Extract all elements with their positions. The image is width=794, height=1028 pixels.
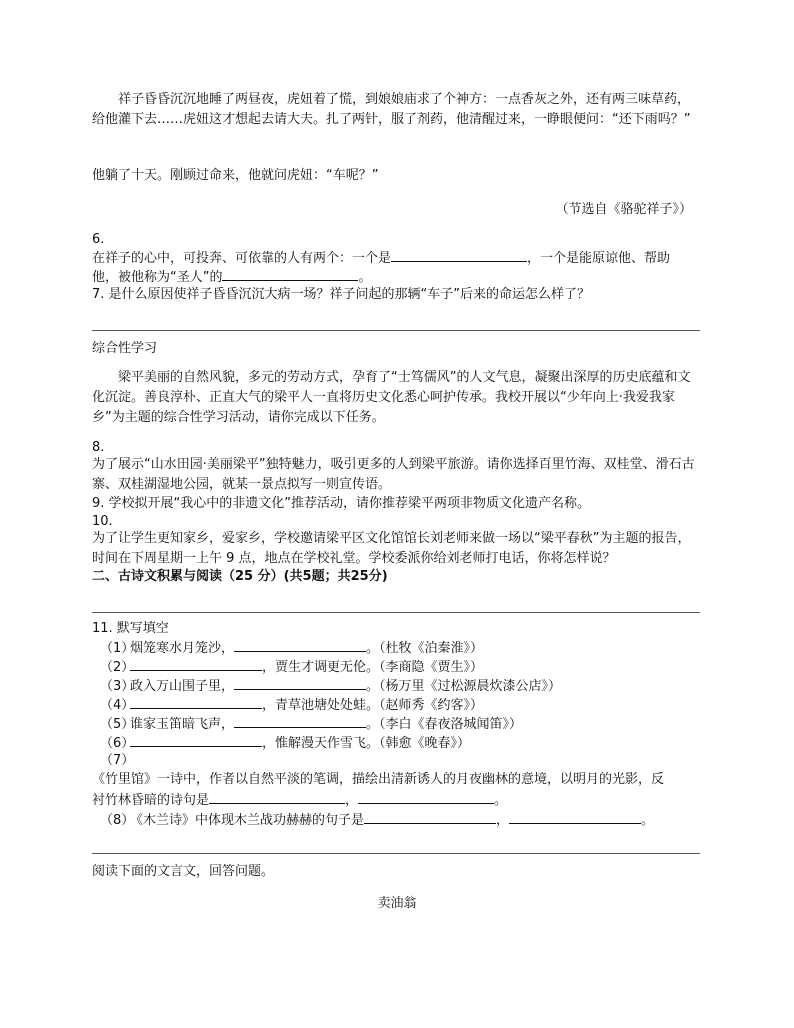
q11-item-7-blank-2[interactable] bbox=[358, 790, 494, 804]
q11-item-7-comma: ， bbox=[345, 793, 359, 808]
q11-item-8-end: 。 bbox=[641, 813, 655, 828]
q11-item-5-num: （5） bbox=[100, 717, 135, 732]
q11-item-4-blank[interactable] bbox=[130, 695, 262, 709]
q11-item-1 bbox=[100, 638, 483, 658]
q6-blank-1[interactable] bbox=[391, 248, 527, 262]
q11-item-6-blank[interactable] bbox=[130, 733, 262, 747]
q11-item-7-blank-1[interactable] bbox=[209, 790, 345, 804]
q11-item-3-blank[interactable] bbox=[234, 676, 366, 690]
q11-item-7-line-2 bbox=[92, 790, 712, 810]
q11-item-3 bbox=[100, 676, 561, 696]
q11-title: 11. 默写填空 bbox=[92, 621, 169, 636]
q11-item-4-num: （4） bbox=[100, 698, 135, 713]
q11-item-3-pre: 政入万山围子里， bbox=[130, 679, 235, 694]
section-divider-2 bbox=[92, 612, 700, 613]
q10-number: 10. bbox=[92, 514, 113, 529]
q10-text: 为了让学生更知家乡，爱家乡，学校邀请梁平区文化馆馆长刘老师来做一场以“梁平春秋”为主题的报告，时间在下周星期一上午 9 点，地点在学校礼堂。学校委派你给刘老师打电话，你将怎样说？ bbox=[92, 531, 691, 566]
q11-item-6-num: （6） bbox=[100, 736, 135, 751]
reading-title: 卖油翁 bbox=[377, 896, 417, 911]
q11-item-1-num: （1） bbox=[100, 641, 135, 656]
q11-item-8-blank-2[interactable] bbox=[509, 810, 641, 824]
q11-item-6-post: ，惟解漫天作雪飞。（韩愈《晚春》） bbox=[262, 736, 471, 751]
q6-line-2 bbox=[92, 267, 712, 287]
q8-number: 8. bbox=[92, 440, 105, 455]
q11-item-6 bbox=[100, 733, 470, 753]
q11-item-7-text: 衬竹林昏暗的诗句是 bbox=[92, 793, 210, 808]
q6-blank-2[interactable] bbox=[222, 267, 358, 281]
story-source: （节选自《骆驼祥子》） bbox=[555, 202, 692, 217]
comprehensive-intro: 梁平美丽的自然风貌，多元的劳动方式，孕育了“士笃儒风”的人文气息，凝聚出深厚的历史底蕴和文化沉淀。善良淳朴、正直大气的梁平人一直将历史文化悉心呵护传承。我校开展以“少年向上·我爱我家乡”为主题的综合性学习活动，请你完成以下任务。 bbox=[92, 370, 691, 425]
q11-item-1-blank[interactable] bbox=[234, 638, 366, 652]
q11-item-7-end: 。 bbox=[494, 793, 508, 808]
q9-text: 9. 学校拟开展“我心中的非遗文化”推荐活动，请你推荐梁平两项非物质文化遗产名称。 bbox=[92, 496, 591, 511]
q6-text-d: 。 bbox=[358, 270, 372, 285]
q7-text: 7. 是什么原因使祥子昏昏沉沉大病一场？祥子问起的那辆“车子”后来的命运怎么样了？ bbox=[92, 287, 591, 302]
q11-item-3-post: 。（杨万里《过松源晨炊漆公店》） bbox=[366, 679, 562, 694]
q11-item-4 bbox=[100, 695, 483, 715]
q11-item-1-post: 。（杜牧《泊秦淮》） bbox=[366, 641, 484, 656]
q6-text-c: 他，被他称为“圣人”的 bbox=[92, 270, 223, 285]
q11-item-2-post: ，贾生才调更无伦。（李商隐《贾生》） bbox=[262, 660, 484, 675]
q11-item-5 bbox=[100, 714, 522, 734]
q11-item-7-line-1: 《竹里馆》一诗中，作者以自然平淡的笔调，描绘出清新诱人的月夜幽林的意境，以明月的光影，反 bbox=[92, 772, 665, 787]
q11-item-5-blank[interactable] bbox=[234, 714, 366, 728]
q6-text-b: ，一个是能原谅他、帮助 bbox=[527, 251, 671, 266]
q11-item-7-number: （7） bbox=[100, 753, 135, 768]
section-divider-1 bbox=[92, 330, 700, 331]
q11-item-2 bbox=[100, 657, 483, 677]
q11-item-1-pre: 烟笼寒水月笼沙， bbox=[130, 641, 235, 656]
q11-item-2-num: （2） bbox=[100, 660, 135, 675]
story-paragraph-1: 祥子昏昏沉沉地睡了两昼夜，虎妞着了慌，到娘娘庙求了个神方：一点香灰之外，还有两三味草药，给他灌下去……虎妞这才想起去请大夫。扎了两针，服了剂药，他清醒过来，一睁眼便问：“还下雨吗？” bbox=[92, 92, 691, 127]
section-2-heading: 二、古诗文积累与阅读（25 分）(共5题；共25分) bbox=[92, 569, 388, 584]
q11-item-8-blank-1[interactable] bbox=[364, 810, 496, 824]
reading-instruction: 阅读下面的文言文，回答问题。 bbox=[92, 864, 275, 879]
q6-number: 6. bbox=[92, 232, 105, 247]
q11-item-3-num: （3） bbox=[100, 679, 135, 694]
comprehensive-heading: 综合性学习 bbox=[92, 341, 158, 356]
q6-line-1 bbox=[92, 248, 712, 268]
q8-text: 为了展示“山水田园·美丽梁平”独特魅力，吸引更多的人到梁平旅游。请你选择百里竹海、双桂堂、滑石古寨、双桂湖湿地公园，就某一景点拟写一则宣传语。 bbox=[92, 457, 695, 492]
q11-item-8-comma: ， bbox=[496, 813, 510, 828]
q11-item-5-post: 。（李白《春夜洛城闻笛》） bbox=[366, 717, 523, 732]
q6-text-a: 在祥子的心中，可投奔、可依靠的人有两个：一个是 bbox=[92, 251, 392, 266]
section-divider-3 bbox=[92, 853, 700, 854]
q11-item-5-pre: 谁家玉笛暗飞声， bbox=[130, 717, 235, 732]
q11-item-4-post: ，青草池塘处处蛙。（赵师秀《约客》） bbox=[262, 698, 484, 713]
q11-item-8-text: 《木兰诗》中体现木兰战功赫赫的句子是 bbox=[130, 813, 365, 828]
q11-item-8 bbox=[100, 810, 654, 830]
story-paragraph-2: 他躺了十天。刚顾过命来，他就问虎妞：“车呢？” bbox=[92, 168, 379, 183]
q11-item-2-blank[interactable] bbox=[130, 657, 262, 671]
q11-item-8-num: （8） bbox=[100, 813, 135, 828]
